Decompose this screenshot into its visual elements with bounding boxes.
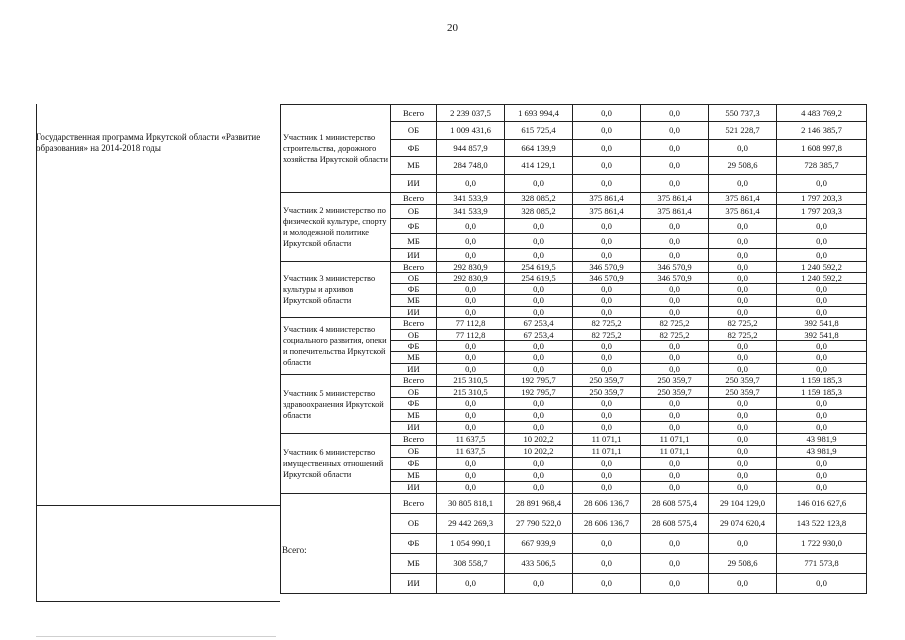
- value-cell: 0,0: [709, 262, 777, 273]
- value-cell: 667 939,9: [505, 534, 573, 554]
- value-cell: 77 112,8: [437, 330, 505, 341]
- value-cell: 146 016 627,6: [777, 494, 867, 514]
- value-cell: 944 857,9: [437, 140, 505, 157]
- value-cell: 0,0: [641, 470, 709, 482]
- value-cell: 0,0: [573, 284, 641, 295]
- value-cell: 11 071,1: [573, 434, 641, 446]
- value-cell: 0,0: [437, 295, 505, 307]
- value-cell: 615 725,4: [505, 122, 573, 140]
- value-cell: 0,0: [777, 482, 867, 494]
- value-cell: 0,0: [709, 574, 777, 594]
- funding-type-cell: ИИ: [391, 422, 437, 434]
- value-cell: 0,0: [505, 364, 573, 375]
- value-cell: 0,0: [505, 410, 573, 422]
- value-cell: 0,0: [573, 341, 641, 352]
- value-cell: 82 725,2: [573, 330, 641, 341]
- value-cell: 0,0: [709, 446, 777, 458]
- table-row: [281, 494, 867, 514]
- funding-type-cell: ФБ: [391, 458, 437, 470]
- value-cell: 0,0: [505, 458, 573, 470]
- value-cell: 254 619,5: [505, 273, 573, 284]
- value-cell: 392 541,8: [777, 330, 867, 341]
- funding-type-cell: ОБ: [391, 205, 437, 219]
- value-cell: 0,0: [505, 470, 573, 482]
- value-cell: 82 725,2: [709, 330, 777, 341]
- value-cell: 0,0: [709, 352, 777, 364]
- value-cell: 0,0: [709, 410, 777, 422]
- funding-type-cell: Всего: [391, 105, 437, 122]
- value-cell: 254 619,5: [505, 262, 573, 273]
- value-cell: 0,0: [437, 284, 505, 295]
- value-cell: 0,0: [709, 249, 777, 262]
- funding-type-cell: ОБ: [391, 387, 437, 398]
- funding-type-cell: ФБ: [391, 219, 437, 234]
- value-cell: 0,0: [641, 175, 709, 193]
- value-cell: 0,0: [777, 341, 867, 352]
- funding-type-cell: ФБ: [391, 341, 437, 352]
- value-cell: 550 737,3: [709, 105, 777, 122]
- value-cell: 0,0: [573, 352, 641, 364]
- value-cell: 0,0: [573, 482, 641, 494]
- value-cell: 392 541,8: [777, 318, 867, 330]
- funding-table: [280, 104, 867, 594]
- value-cell: 0,0: [505, 341, 573, 352]
- value-cell: 0,0: [709, 364, 777, 375]
- funding-type-cell: МБ: [391, 352, 437, 364]
- value-cell: 0,0: [709, 434, 777, 446]
- value-cell: 308 558,7: [437, 554, 505, 574]
- value-cell: 1 693 994,4: [505, 105, 573, 122]
- value-cell: 0,0: [437, 458, 505, 470]
- funding-type-cell: ОБ: [391, 122, 437, 140]
- value-cell: 0,0: [641, 364, 709, 375]
- value-cell: 0,0: [505, 175, 573, 193]
- value-cell: 250 359,7: [573, 387, 641, 398]
- value-cell: 664 139,9: [505, 140, 573, 157]
- value-cell: 29 508,6: [709, 157, 777, 175]
- value-cell: 0,0: [777, 470, 867, 482]
- value-cell: 728 385,7: [777, 157, 867, 175]
- value-cell: 0,0: [505, 284, 573, 295]
- value-cell: 11 071,1: [641, 446, 709, 458]
- value-cell: 0,0: [777, 284, 867, 295]
- value-cell: 29 442 269,3: [437, 514, 505, 534]
- value-cell: 0,0: [573, 219, 641, 234]
- value-cell: 0,0: [573, 140, 641, 157]
- funding-type-cell: Всего: [391, 262, 437, 273]
- funding-type-cell: МБ: [391, 295, 437, 307]
- value-cell: 28 606 136,7: [573, 514, 641, 534]
- value-cell: 0,0: [437, 422, 505, 434]
- value-cell: 30 805 818,1: [437, 494, 505, 514]
- value-cell: 0,0: [641, 295, 709, 307]
- value-cell: 0,0: [437, 249, 505, 262]
- value-cell: 1 240 592,2: [777, 262, 867, 273]
- value-cell: 0,0: [505, 422, 573, 434]
- value-cell: 1 797 203,3: [777, 205, 867, 219]
- funding-type-cell: ОБ: [391, 514, 437, 534]
- participant-cell: Участник 5 министерство здравоохранения Иркутской области: [281, 375, 391, 434]
- value-cell: 0,0: [709, 219, 777, 234]
- value-cell: 346 570,9: [641, 262, 709, 273]
- value-cell: 0,0: [505, 352, 573, 364]
- value-cell: 0,0: [641, 482, 709, 494]
- value-cell: 67 253,4: [505, 330, 573, 341]
- value-cell: 143 522 123,8: [777, 514, 867, 534]
- value-cell: 0,0: [641, 534, 709, 554]
- value-cell: 10 202,2: [505, 446, 573, 458]
- value-cell: 28 608 575,4: [641, 494, 709, 514]
- value-cell: 27 790 522,0: [505, 514, 573, 534]
- funding-type-cell: ИИ: [391, 364, 437, 375]
- value-cell: 0,0: [505, 398, 573, 410]
- value-cell: 0,0: [709, 458, 777, 470]
- funding-type-cell: Всего: [391, 434, 437, 446]
- value-cell: 0,0: [709, 534, 777, 554]
- value-cell: 0,0: [709, 140, 777, 157]
- value-cell: 414 129,1: [505, 157, 573, 175]
- value-cell: 4 483 769,2: [777, 105, 867, 122]
- total-label: Всего:: [282, 545, 307, 555]
- funding-type-cell: ОБ: [391, 330, 437, 341]
- value-cell: 0,0: [777, 422, 867, 434]
- value-cell: 0,0: [641, 249, 709, 262]
- value-cell: 0,0: [777, 364, 867, 375]
- value-cell: 250 359,7: [573, 375, 641, 387]
- value-cell: 0,0: [437, 307, 505, 318]
- value-cell: 0,0: [641, 341, 709, 352]
- table-row: [281, 105, 867, 122]
- value-cell: 0,0: [641, 574, 709, 594]
- value-cell: 375 861,4: [573, 205, 641, 219]
- funding-type-cell: Всего: [391, 193, 437, 205]
- value-cell: 0,0: [573, 554, 641, 574]
- value-cell: 0,0: [437, 352, 505, 364]
- value-cell: 1 159 185,3: [777, 375, 867, 387]
- value-cell: 0,0: [573, 364, 641, 375]
- value-cell: 1 159 185,3: [777, 387, 867, 398]
- value-cell: 0,0: [709, 295, 777, 307]
- total-block-left: [36, 506, 280, 602]
- value-cell: 0,0: [573, 307, 641, 318]
- value-cell: 0,0: [573, 249, 641, 262]
- value-cell: 0,0: [641, 352, 709, 364]
- value-cell: 1 240 592,2: [777, 273, 867, 284]
- value-cell: 250 359,7: [709, 387, 777, 398]
- funding-type-cell: ФБ: [391, 534, 437, 554]
- participant-cell: Участник 1 министерство строительства, дорожного хозяйства Иркутской области: [281, 105, 391, 193]
- value-cell: 82 725,2: [573, 318, 641, 330]
- value-cell: 0,0: [777, 219, 867, 234]
- table-row: [281, 318, 867, 330]
- funding-type-cell: МБ: [391, 234, 437, 249]
- funding-type-cell: ИИ: [391, 175, 437, 193]
- value-cell: 0,0: [573, 122, 641, 140]
- value-cell: 1 797 203,3: [777, 193, 867, 205]
- value-cell: 0,0: [505, 295, 573, 307]
- funding-type-cell: МБ: [391, 410, 437, 422]
- value-cell: 0,0: [437, 410, 505, 422]
- page-number: 20: [447, 22, 458, 34]
- value-cell: 375 861,4: [641, 193, 709, 205]
- value-cell: 28 606 136,7: [573, 494, 641, 514]
- value-cell: 0,0: [777, 234, 867, 249]
- value-cell: 77 112,8: [437, 318, 505, 330]
- value-cell: 0,0: [573, 410, 641, 422]
- value-cell: 0,0: [505, 234, 573, 249]
- value-cell: 375 861,4: [573, 193, 641, 205]
- value-cell: 0,0: [777, 574, 867, 594]
- value-cell: 250 359,7: [641, 375, 709, 387]
- value-cell: 0,0: [437, 219, 505, 234]
- value-cell: 284 748,0: [437, 157, 505, 175]
- value-cell: 0,0: [641, 122, 709, 140]
- value-cell: 341 533,9: [437, 193, 505, 205]
- value-cell: 0,0: [573, 105, 641, 122]
- value-cell: 0,0: [777, 398, 867, 410]
- value-cell: 1 054 990,1: [437, 534, 505, 554]
- funding-type-cell: Всего: [391, 494, 437, 514]
- value-cell: 192 795,7: [505, 387, 573, 398]
- value-cell: 328 085,2: [505, 205, 573, 219]
- value-cell: 250 359,7: [641, 387, 709, 398]
- value-cell: 0,0: [573, 470, 641, 482]
- participant-cell: Участник 2 министерство по физической культуре, спорту и молодежной политике Иркутской области: [281, 193, 391, 262]
- value-cell: 11 071,1: [573, 446, 641, 458]
- value-cell: 215 310,5: [437, 375, 505, 387]
- value-cell: 346 570,9: [573, 262, 641, 273]
- value-cell: 0,0: [709, 234, 777, 249]
- value-cell: 82 725,2: [709, 318, 777, 330]
- value-cell: 0,0: [573, 398, 641, 410]
- value-cell: 192 795,7: [505, 375, 573, 387]
- table-row: [281, 193, 867, 205]
- value-cell: 0,0: [505, 249, 573, 262]
- value-cell: 0,0: [573, 534, 641, 554]
- value-cell: 250 359,7: [709, 375, 777, 387]
- value-cell: 0,0: [437, 574, 505, 594]
- value-cell: 28 891 968,4: [505, 494, 573, 514]
- value-cell: 11 637,5: [437, 446, 505, 458]
- value-cell: 0,0: [641, 458, 709, 470]
- value-cell: 0,0: [641, 307, 709, 318]
- value-cell: 0,0: [777, 410, 867, 422]
- funding-type-cell: ИИ: [391, 307, 437, 318]
- value-cell: 0,0: [573, 458, 641, 470]
- value-cell: 0,0: [641, 554, 709, 574]
- value-cell: 0,0: [437, 341, 505, 352]
- value-cell: 0,0: [709, 470, 777, 482]
- value-cell: 0,0: [437, 470, 505, 482]
- value-cell: 0,0: [573, 234, 641, 249]
- value-cell: 10 202,2: [505, 434, 573, 446]
- value-cell: 0,0: [505, 482, 573, 494]
- funding-type-cell: МБ: [391, 554, 437, 574]
- value-cell: 0,0: [641, 105, 709, 122]
- value-cell: 346 570,9: [641, 273, 709, 284]
- value-cell: 82 725,2: [641, 318, 709, 330]
- value-cell: 0,0: [437, 234, 505, 249]
- value-cell: 0,0: [777, 307, 867, 318]
- value-cell: 341 533,9: [437, 205, 505, 219]
- program-title: Государственная программа Иркутской области «Развитие образования» на 2014-2018 годы: [36, 132, 261, 153]
- value-cell: 0,0: [505, 574, 573, 594]
- value-cell: 28 608 575,4: [641, 514, 709, 534]
- value-cell: 0,0: [777, 295, 867, 307]
- value-cell: 0,0: [437, 364, 505, 375]
- value-cell: 11 637,5: [437, 434, 505, 446]
- value-cell: 29 074 620,4: [709, 514, 777, 534]
- value-cell: 0,0: [505, 219, 573, 234]
- value-cell: 0,0: [641, 422, 709, 434]
- value-cell: 0,0: [505, 307, 573, 318]
- value-cell: 2 239 037,5: [437, 105, 505, 122]
- value-cell: 0,0: [641, 219, 709, 234]
- value-cell: 0,0: [641, 410, 709, 422]
- value-cell: 215 310,5: [437, 387, 505, 398]
- value-cell: 0,0: [709, 284, 777, 295]
- program-cell: [36, 104, 280, 506]
- value-cell: 375 861,4: [641, 205, 709, 219]
- value-cell: 0,0: [709, 482, 777, 494]
- value-cell: 43 981,9: [777, 434, 867, 446]
- value-cell: 0,0: [437, 482, 505, 494]
- value-cell: 1 608 997,8: [777, 140, 867, 157]
- value-cell: 0,0: [777, 175, 867, 193]
- funding-type-cell: ИИ: [391, 482, 437, 494]
- funding-type-cell: ФБ: [391, 140, 437, 157]
- value-cell: 0,0: [709, 422, 777, 434]
- table-row: [281, 375, 867, 387]
- funding-type-cell: ОБ: [391, 446, 437, 458]
- value-cell: 67 253,4: [505, 318, 573, 330]
- value-cell: 1 009 431,6: [437, 122, 505, 140]
- funding-type-cell: ФБ: [391, 398, 437, 410]
- value-cell: 29 104 129,0: [709, 494, 777, 514]
- value-cell: 328 085,2: [505, 193, 573, 205]
- value-cell: 0,0: [573, 574, 641, 594]
- value-cell: 433 506,5: [505, 554, 573, 574]
- funding-type-cell: Всего: [391, 375, 437, 387]
- value-cell: 29 508,6: [709, 554, 777, 574]
- value-cell: 0,0: [573, 295, 641, 307]
- funding-type-cell: ФБ: [391, 284, 437, 295]
- participant-cell: Участник 6 министерство имущественных отношений Иркутской области: [281, 434, 391, 494]
- value-cell: 0,0: [709, 273, 777, 284]
- value-cell: 292 830,9: [437, 262, 505, 273]
- funding-type-cell: Всего: [391, 318, 437, 330]
- value-cell: 0,0: [709, 398, 777, 410]
- value-cell: 0,0: [573, 422, 641, 434]
- value-cell: 0,0: [641, 398, 709, 410]
- funding-type-cell: МБ: [391, 470, 437, 482]
- footer-rule: [36, 636, 276, 637]
- value-cell: 0,0: [709, 175, 777, 193]
- funding-type-cell: ИИ: [391, 574, 437, 594]
- value-cell: 0,0: [777, 249, 867, 262]
- participant-cell: Участник 3 министерство культуры и архивов Иркутской области: [281, 262, 391, 318]
- value-cell: 0,0: [777, 352, 867, 364]
- funding-type-cell: ОБ: [391, 273, 437, 284]
- value-cell: 0,0: [437, 398, 505, 410]
- funding-type-cell: МБ: [391, 157, 437, 175]
- value-cell: 0,0: [573, 157, 641, 175]
- value-cell: 1 722 930,0: [777, 534, 867, 554]
- table-row: [281, 262, 867, 273]
- funding-type-cell: ИИ: [391, 249, 437, 262]
- value-cell: 375 861,4: [709, 205, 777, 219]
- value-cell: 292 830,9: [437, 273, 505, 284]
- value-cell: 346 570,9: [573, 273, 641, 284]
- value-cell: 375 861,4: [709, 193, 777, 205]
- value-cell: 0,0: [709, 341, 777, 352]
- value-cell: 0,0: [641, 234, 709, 249]
- value-cell: 0,0: [777, 458, 867, 470]
- value-cell: 771 573,8: [777, 554, 867, 574]
- value-cell: 82 725,2: [641, 330, 709, 341]
- value-cell: 0,0: [573, 175, 641, 193]
- value-cell: 43 981,9: [777, 446, 867, 458]
- value-cell: 11 071,1: [641, 434, 709, 446]
- value-cell: 0,0: [641, 284, 709, 295]
- value-cell: 0,0: [709, 307, 777, 318]
- value-cell: 0,0: [437, 175, 505, 193]
- total-participant-cell: [281, 494, 391, 594]
- value-cell: 2 146 385,7: [777, 122, 867, 140]
- participant-cell: Участник 4 министерство социального развития, опеки и попечительства Иркутской области: [281, 318, 391, 375]
- table-row: [281, 434, 867, 446]
- value-cell: 0,0: [641, 140, 709, 157]
- value-cell: 521 228,7: [709, 122, 777, 140]
- value-cell: 0,0: [641, 157, 709, 175]
